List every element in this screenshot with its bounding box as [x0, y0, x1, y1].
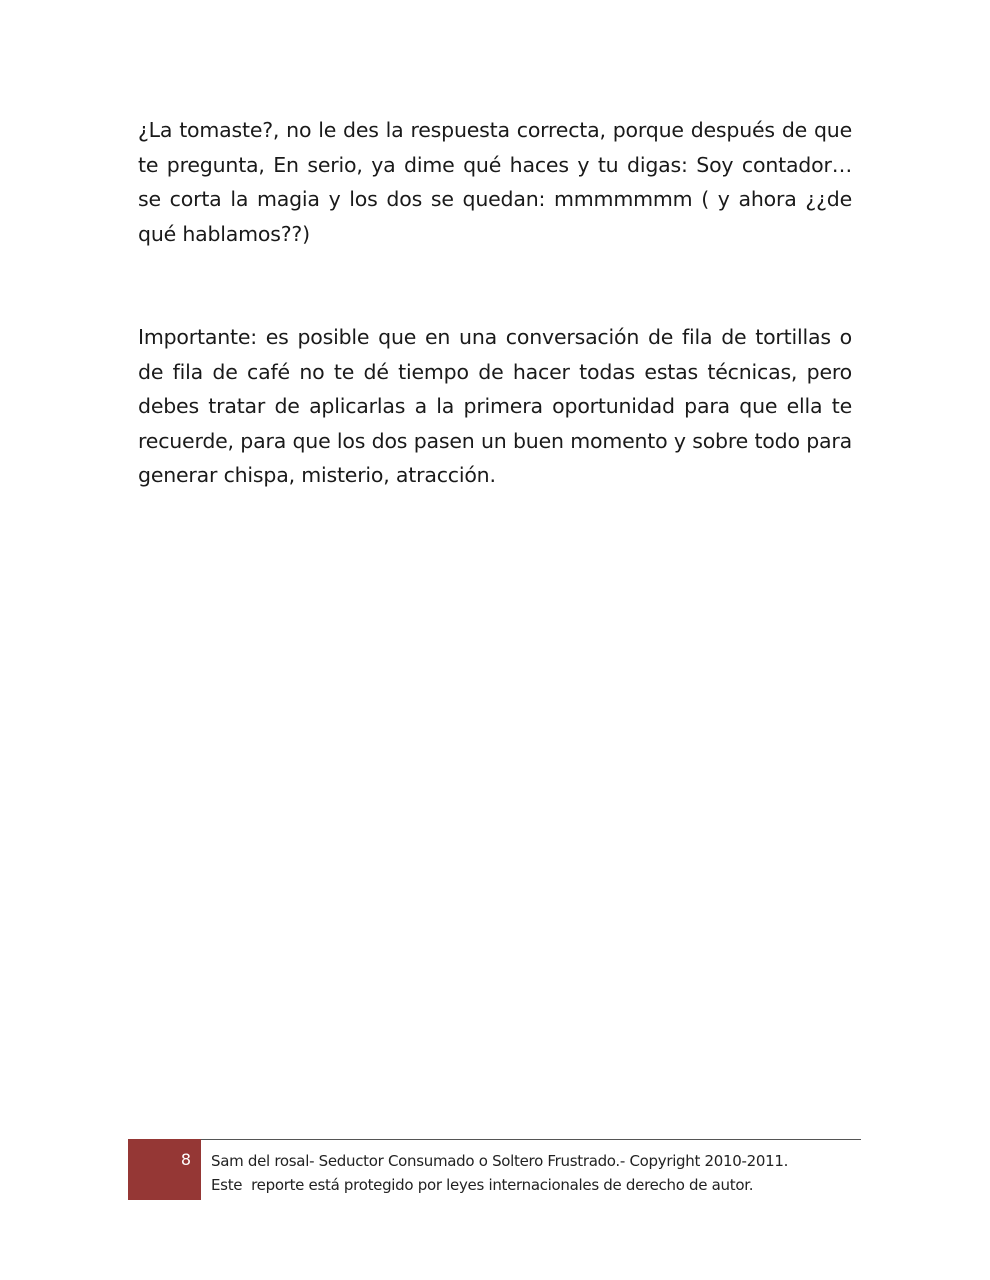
- paragraph-2: Importante: es posible que en una conversación de fila de tortillas o de fila de café no te dé tiempo de hacer todas estas técnicas, pero debes tratar de aplicarlas a la primera oportunidad para que ella te recuerde, para que los dos pasen un buen momento y sobre todo para generar chispa, misterio, atracción.: [138, 325, 852, 487]
- paragraph-1: ¿La tomaste?, no le des la respuesta correcta, porque después de que te pregunta, En serio, ya dime qué haces y tu digas: Soy contador… se corta la magia y los dos se quedan: mmmmmmm ( y ahora ¿¿de qué hablamos??): [138, 118, 852, 246]
- page-number-box: [128, 1139, 201, 1200]
- footer-line-1: Sam del rosal- Seductor Consumado o Soltero Frustrado.- Copyright 2010-2011.: [211, 1152, 789, 1170]
- footer-copyright: [211, 1149, 861, 1197]
- body-text: [138, 113, 852, 493]
- footer-divider: [128, 1139, 861, 1140]
- page-footer: [128, 1139, 861, 1200]
- footer-line-2: Este reporte está protegido por leyes internacionales de derecho de autor.: [211, 1176, 754, 1194]
- page-number: 8: [180, 1150, 191, 1169]
